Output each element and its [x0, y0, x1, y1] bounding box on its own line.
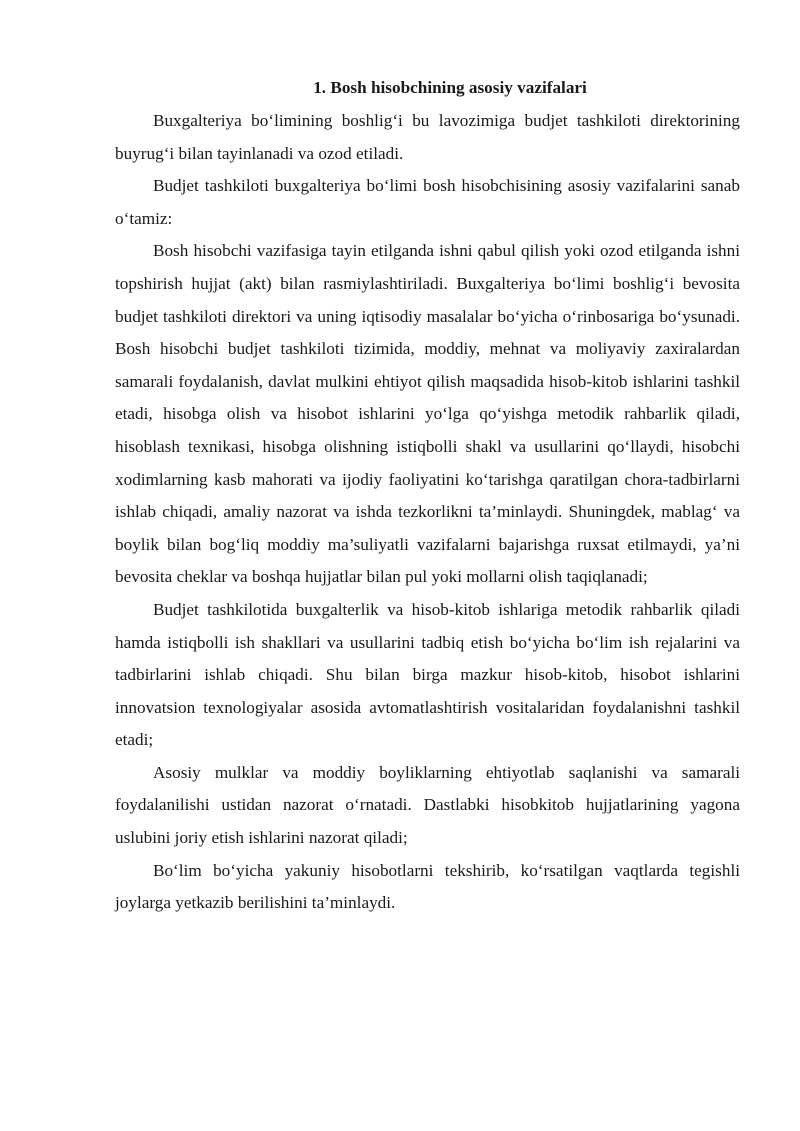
paragraph-duty-control: Asosiy mulklar va moddiy boyliklarning ehtiyotlab saqlanishi va samarali foydalanilishi ustidan nazorat o‘rnatadi. Dastlabki hisobkitob hujjatlarining yagona uslubini joriy etish ishlarini nazorat qiladi; [115, 762, 740, 848]
document-page [115, 76, 740, 920]
section-title: 1. Bosh hisobchining asosiy vazifalari [313, 78, 587, 97]
paragraph-appointment: Buxgalteriya bo‘limining boshlig‘i bu lavozimiga budjet tashkiloti direktorining buyrug‘i bilan tayinlanadi va ozod etiladi. [115, 111, 740, 163]
paragraph-duty-acceptance: Bosh hisobchi vazifasiga tayin etilganda ishni qabul qilish yoki ozod etilganda ishni topshirish hujjat (akt) bilan rasmiylashtiriladi. Buxgalteriya bo‘limi boshlig‘i bevosita budjet tashkiloti direktori va uning iqtisodiy masalalar bo‘yicha o‘rinbosariga bo‘ysunadi. Bosh hisobchi budjet tashkiloti tizimida, moddiy, mehnat va moliyaviy zaxiralardan samarali foydalanish, davlat mulkini ehtiyot qilish maqsadida hisob-kitob ishlarini tashkil etadi, hisobga olish va hisobot ishlarini yo‘lga qo‘yishga metodik rahbarlik qiladi, hisoblash texnikasi, hisobga olishning istiqbolli shakl va usullarini qo‘llaydi, hisobchi xodimlarning kasb mahorati va ijodiy faoliyatini ko‘tarishga qaratilgan chora-tadbirlarni ishlab chiqadi, amaliy nazorat va ishda tezkorlikni ta’minlaydi. Shuningdek, mablag‘ va boylik bilan bog‘liq moddiy ma’suliyatli vazifalarni bajarishga ruxsat etilmaydi, ya’ni bevosita cheklar va boshqa hujjatlar bilan pul yoki mollarni olish taqiqlanadi; [115, 241, 740, 587]
paragraph-duties-intro: Budjet tashkiloti buxgalteriya bo‘limi bosh hisobchisining asosiy vazifalarini sanab o‘tamiz: [115, 176, 740, 228]
paragraph-duty-reports: Bo‘lim bo‘yicha yakuniy hisobotlarni tekshirib, ko‘rsatilgan vaqtlarda tegishli joylarga yetkazib berilishini ta’minlaydi. [115, 860, 740, 913]
paragraph-duty-methodology: Budjet tashkilotida buxgalterlik va hisob-kitob ishlariga metodik rahbarlik qiladi hamda istiqbolli ish shakllari va usullarini tadbiq etish bo‘yicha bo‘lim ish rejalarini va tadbirlarini ishlab chiqadi. Shu bilan birga mazkur hisob-kitob, hisobot ishlarini innovatsion texnologiyalar asosida avtomatlashtirish vositalaridan foydalanishni tashkil etadi; [115, 599, 740, 750]
